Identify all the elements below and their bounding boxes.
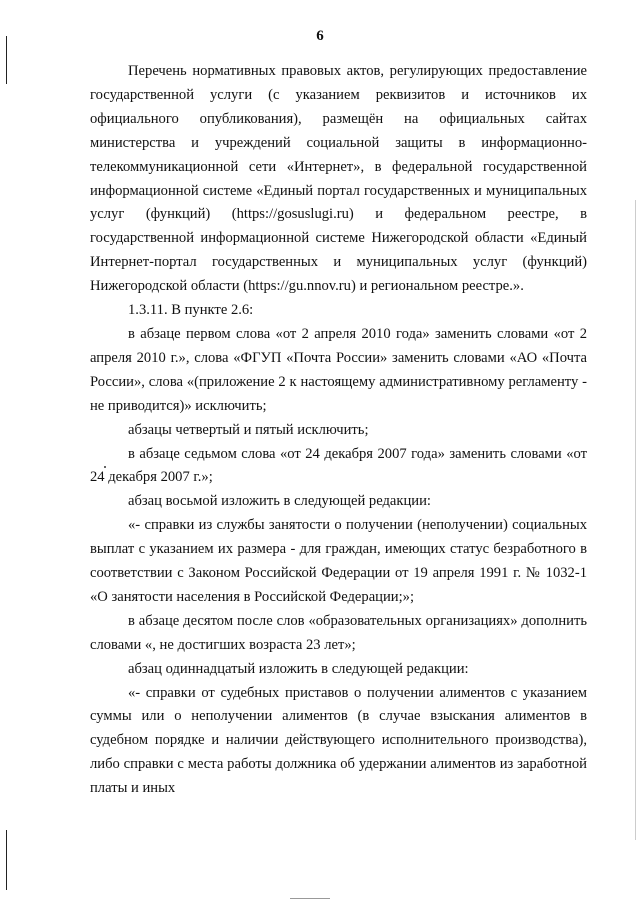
paragraph: «- справки из службы занятости о получении (неполучении) социальных выплат с указанием их размера - для граждан, имеющих статус безработного в соответствии с Законом Российской Федерации от 19 апреля 1991 г. № 1032-1 «О занятости населения в Российской Федерации;»; [90, 517, 587, 605]
paragraph: абзац одиннадцатый изложить в следующей редакции: [128, 660, 469, 677]
paragraph: в абзаце первом слова «от 2 апреля 2010 года» заменить словами «от 2 апреля 2010 г.», слова «ФГУП «Почта России» заменить словами «АО «Почта России», слова «(приложение 2 к настоящему административному регламенту - не приводится)» исключить; [90, 325, 587, 414]
document-body [90, 60, 587, 801]
paragraph: абзац восьмой изложить в следующей редакции: [128, 493, 431, 510]
paragraph: в абзаце седьмом слова «от 24 декабря 2007 года» заменить словами «от 24 декабря 2007 г.»; [90, 445, 587, 486]
paragraph: 1.3.11. В пункте 2.6: [128, 302, 254, 319]
page-number: 6 [316, 28, 324, 44]
paragraph: в абзаце десятом после слов «образовательных организациях» дополнить словами «, не достигших возраста 23 лет»; [90, 612, 587, 653]
paragraph: абзацы четвертый и пятый исключить; [128, 421, 369, 438]
paragraph: Перечень нормативных правовых актов, регулирующих предоставление государственной услуги (с указанием реквизитов и источников их официального опубликования), размещён на официальных сайтах министерства и учреждений социальной защиты в информационно-телекоммуникационной сети «Интернет», в федеральной государственной информационной системе «Единый портал государственных и муниципальных услуг (функций) (https://gosuslugi.ru) и федеральном реестре, в государственной информационной системе Нижегородской области «Единый Интернет-портал государственных и муниципальных услуг (функций) Нижегородской области (https://gu.nnov.ru) и региональном реестре.». [90, 63, 587, 295]
scan-edge-mark [6, 830, 7, 890]
paragraph: «- справки от судебных приставов о получении алиментов с указанием суммы или о неполучении алиментов (в случае взыскания алиментов в судебном порядке и наличии действующего исполнительного производства), либо справки с места работы должника об удержании алиментов из заработной платы и иных [90, 684, 587, 797]
scan-edge-mark [635, 200, 636, 840]
scan-bottom-mark [290, 898, 330, 899]
